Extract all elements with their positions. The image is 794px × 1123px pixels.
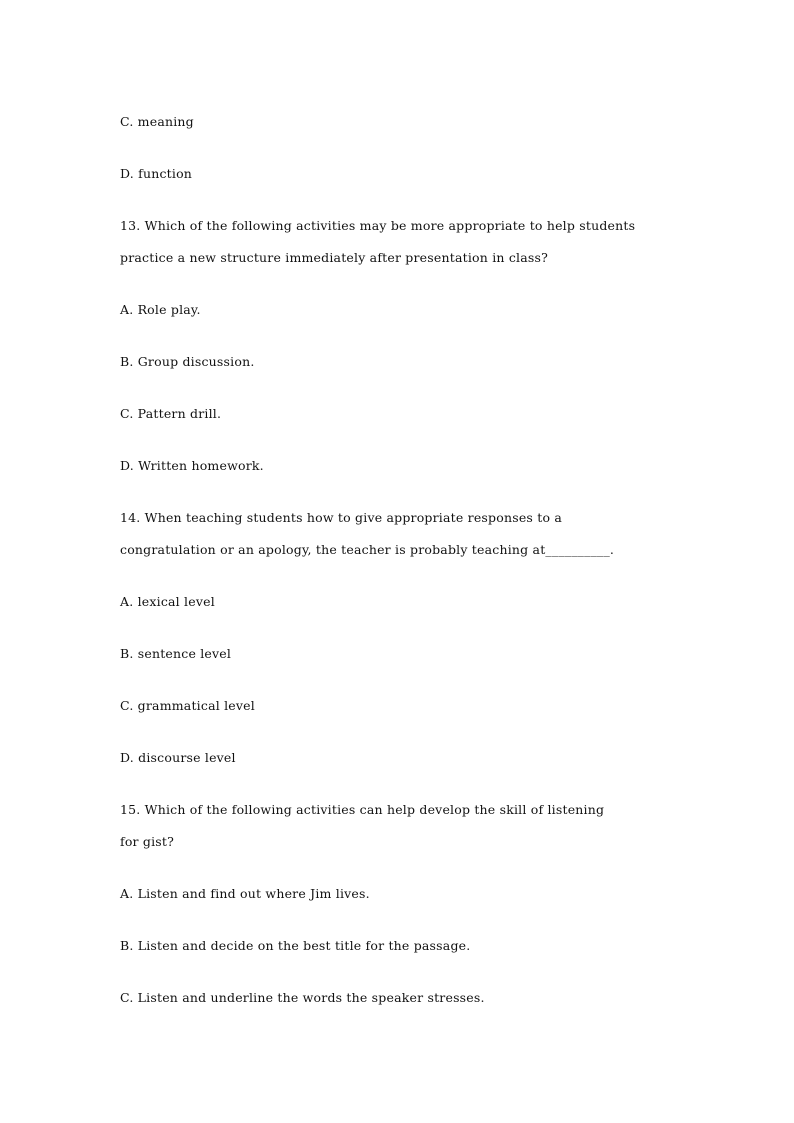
q13-option-d: D. Written homework. (120, 458, 264, 473)
q14-option-a: A. lexical level (120, 594, 215, 609)
q15-option-b: B. Listen and decide on the best title for the passage. (120, 938, 471, 953)
q13-option-b: B. Group discussion. (120, 354, 255, 369)
q12-option-d: D. function (120, 166, 193, 181)
q15-option-a: A. Listen and find out where Jim lives. (120, 886, 370, 901)
q14-stem-line2: congratulation or an apology, the teacher is probably teaching at__________. (120, 542, 615, 557)
q14-stem-line1: 14. When teaching students how to give appropriate responses to a (120, 510, 562, 525)
q14-option-d: D. discourse level (120, 750, 236, 765)
q15-stem-line2: for gist? (120, 834, 175, 849)
q13-stem-line2: practice a new structure immediately after presentation in class? (120, 250, 548, 265)
q15-stem-line1: 15. Which of the following activities can help develop the skill of listening (120, 802, 605, 817)
q15-option-c: C. Listen and underline the words the speaker stresses. (120, 990, 485, 1005)
q13-stem-line1: 13. Which of the following activities may be more appropriate to help students (120, 218, 636, 233)
q14-option-c: C. grammatical level (120, 698, 255, 713)
q13-option-a: A. Role play. (120, 302, 201, 317)
q13-option-c: C. Pattern drill. (120, 406, 222, 421)
q12-option-c: C. meaning (120, 114, 194, 129)
q14-option-b: B. sentence level (120, 646, 232, 661)
